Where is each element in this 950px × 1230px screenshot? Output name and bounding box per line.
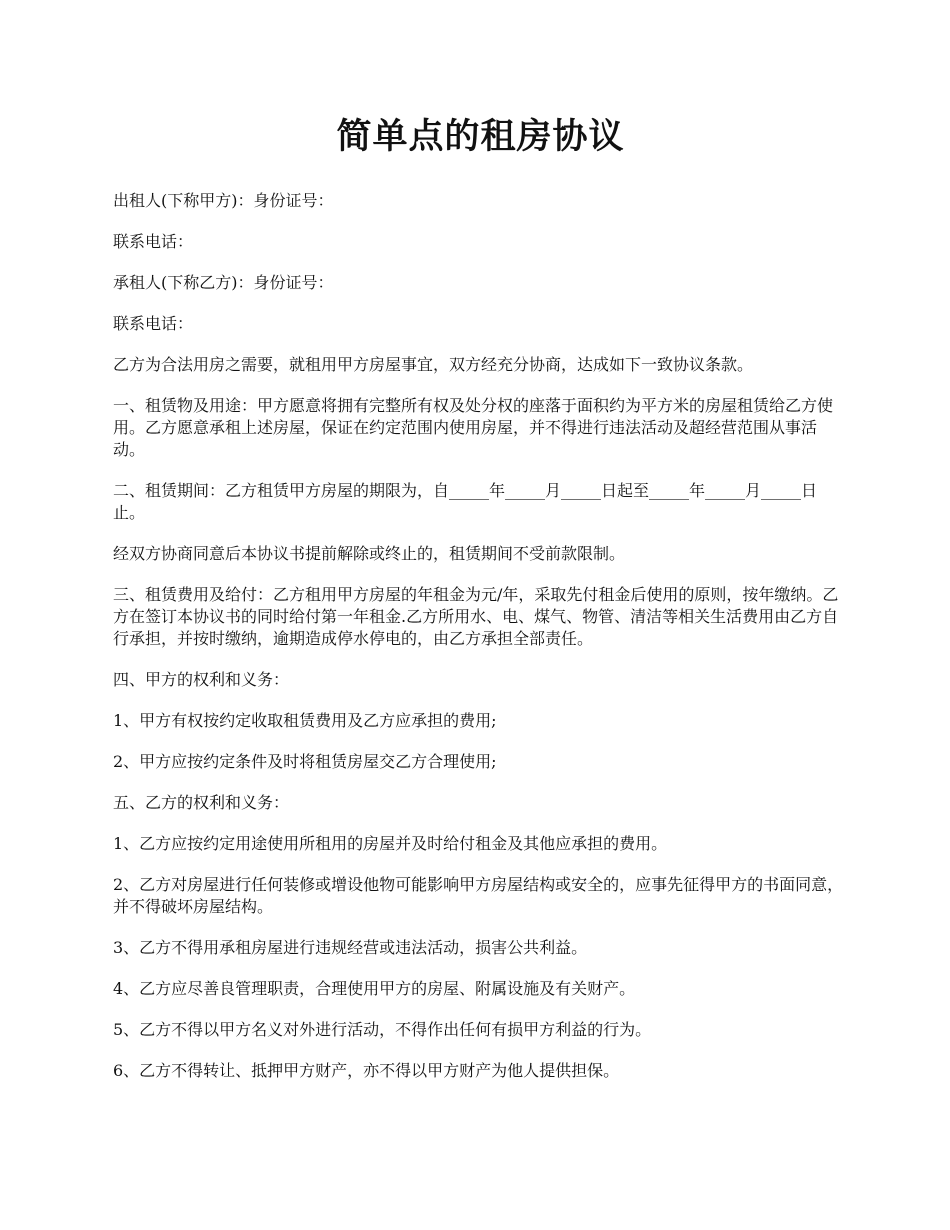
document-page bbox=[113, 108, 848, 1101]
clause-2-note-paragraph: 经双方协商同意后本协议书提前解除或终止的，租赁期间不受前款限制。 bbox=[113, 544, 626, 563]
clause-3-paragraph: 三、租赁费用及给付：乙方租用甲方房屋的年租金为元/年，采取先付租金后使用的原则，按年缴纳。乙方在签订本协议书的同时给付第一年租金.乙方所用水、电、煤气、物管、清洁等相关生活费用由乙方自行承担，并按时缴纳，逾期造成停水停电的，由乙方承担全部责任。 bbox=[113, 585, 839, 648]
clause-5-item-5: 5、乙方不得以甲方名义对外进行活动，不得作出任何有损甲方利益的行为。 bbox=[113, 1020, 652, 1039]
clause-4-item-2: 2、甲方应按约定条件及时将租赁房屋交乙方合理使用; bbox=[113, 752, 497, 771]
clause-4-heading: 四、甲方的权利和义务： bbox=[113, 670, 290, 689]
clause-1-paragraph: 一、租赁物及用途：甲方愿意将拥有完整所有权及处分权的座落于面积约为平方米的房屋租赁给乙方使用。乙方愿意承租上述房屋，保证在约定范围内使用房屋，并不得进行违法活动及超经营范围从事活动。 bbox=[113, 396, 834, 459]
lessee-id-line: 承租人(下称乙方)：身份证号： bbox=[113, 273, 334, 292]
preamble-paragraph: 乙方为合法用房之需要，就租用甲方房屋事宜，双方经充分协商，达成如下一致协议条款。 bbox=[113, 355, 754, 374]
clause-2-paragraph: 二、租赁期间：乙方租赁甲方房屋的期限为，自_____年_____月_____日起至_____年_____月_____日止。 bbox=[113, 481, 818, 522]
clause-4-item-1: 1、甲方有权按约定收取租赁费用及乙方应承担的费用; bbox=[113, 711, 497, 730]
lessor-phone-line: 联系电话： bbox=[113, 232, 194, 251]
clause-5-item-2: 2、乙方对房屋进行任何装修或增设他物可能影响甲方房屋结构或安全的，应事先征得甲方的书面同意，并不得破坏房屋结构。 bbox=[113, 875, 844, 916]
clause-5-item-4: 4、乙方应尽善良管理职责，合理使用甲方的房屋、附属设施及有关财产。 bbox=[113, 979, 636, 998]
lessor-id-line: 出租人(下称甲方)：身份证号： bbox=[113, 191, 334, 210]
clause-5-heading: 五、乙方的权利和义务： bbox=[113, 793, 290, 812]
document-title: 简单点的租房协议 bbox=[336, 116, 625, 157]
clause-5-item-1: 1、乙方应按约定用途使用所租用的房屋并及时给付租金及其他应承担的费用。 bbox=[113, 834, 668, 853]
lessee-phone-line: 联系电话： bbox=[113, 314, 194, 333]
clause-5-item-6: 6、乙方不得转让、抵押甲方财产，亦不得以甲方财产为他人提供担保。 bbox=[113, 1061, 620, 1080]
clause-5-item-3: 3、乙方不得用承租房屋进行违规经营或违法活动，损害公共利益。 bbox=[113, 938, 588, 957]
